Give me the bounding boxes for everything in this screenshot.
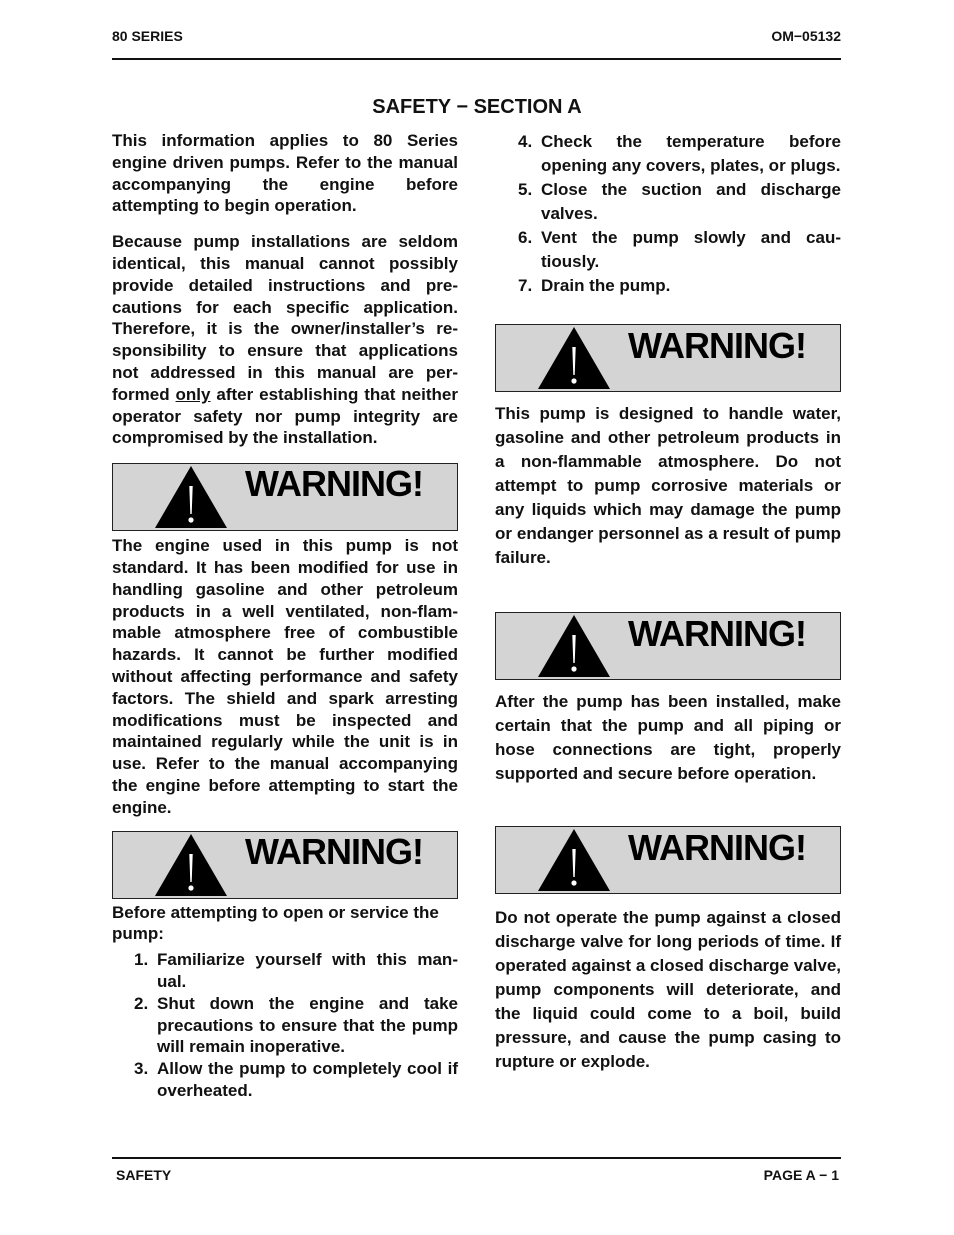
warning-2-text: Before attempting to open or service the pump: <box>112 902 439 944</box>
emphasis-only: only <box>175 384 211 404</box>
list-item: 3. Allow the pump to completely cool if overheated. <box>134 1059 458 1100</box>
list-item: 7. Drain the pump. <box>518 276 671 295</box>
warning-banner-2 <box>112 831 458 899</box>
warning-triangle-icon <box>536 613 612 679</box>
warning-4-text: After the pump has been installed, make certain that the pump and all piping or hose connections are tight, properly supported and secure before operation. <box>495 692 841 783</box>
warning-label: WARNING! <box>628 827 806 868</box>
intro-paragraph: This information applies to 80 Series engine driven pumps. Refer to the manual accompanying the engine before attempting to begin operation. <box>112 131 458 216</box>
warning-banner-3 <box>495 324 841 392</box>
warning-banner-4 <box>495 612 841 680</box>
document-number: OM−05132 <box>771 28 841 44</box>
service-steps-list-left <box>112 949 458 1102</box>
header-rule <box>112 58 841 60</box>
warning-label: WARNING! <box>245 830 423 872</box>
warning-banner-5 <box>495 826 841 894</box>
warning-label: WARNING! <box>628 613 806 654</box>
warning-5-text: Do not operate the pump against a closed discharge valve for long periods of time. If operated against a closed discharge valve, pump components will deteriorate, and the liquid could come to a boil, build pressure, and cause the pump casing to rupture or explode. <box>495 908 841 1071</box>
warning-triangle-icon <box>153 464 229 530</box>
series-label: 80 SERIES <box>112 28 183 44</box>
footer-section-label: SAFETY <box>116 1167 172 1183</box>
warning-1-text: The engine used in this pump is not standard. It has been modified for use in handling gasoline and other petroleum products in a well ventilated, non-flammable atmosphere free of combustible hazards. It cannot be further modified without affecting performance and safety factors. The shield and spark arresting modifications must be inspected and maintained regularly while the unit is in use. Refer to the manual accompanying the engine before attempting to start the engine. <box>112 536 458 817</box>
warning-banner-1 <box>112 463 458 531</box>
warning-triangle-icon <box>536 325 612 391</box>
service-steps-list-right <box>495 130 841 298</box>
list-item: 5. Close the suction and discharge valves. <box>518 180 841 223</box>
left-column <box>112 130 458 1102</box>
warning-3-text: This pump is designed to handle water, gasoline and other petroleum products in a non-flammable atmosphere. Do not attempt to pump corrosive materials or any liquids which may damage the pump or endanger personnel as a result of pump failure. <box>495 404 841 567</box>
warning-triangle-icon <box>153 832 229 898</box>
right-column <box>495 130 841 1074</box>
page-number: PAGE A − 1 <box>763 1167 839 1183</box>
section-title: SAFETY − SECTION A <box>372 96 582 118</box>
list-item: 1. Familiarize yourself with this manual. <box>134 950 458 991</box>
list-item: 4. Check the temperature before opening any covers, plates, or plugs. <box>518 132 841 175</box>
warning-label: WARNING! <box>245 463 423 505</box>
warning-triangle-icon <box>536 827 612 893</box>
list-item: 2. Shut down the engine and take precautions to ensure that the pump will remain inoperative. <box>134 993 458 1057</box>
footer-rule <box>112 1157 841 1159</box>
warning-label: WARNING! <box>628 325 806 366</box>
installation-paragraph: Because pump installations are seldom identical, this manual cannot possibly provide detailed instructions and precautions for each specific application. Therefore, it is the owner/installer’s responsibility to ensure that applications not addressed in this manual are performed only after establishing that neither operator safety nor pump integrity are compromised by the installation. <box>112 232 458 448</box>
list-item: 6. Vent the pump slowly and cautiously. <box>518 228 841 271</box>
